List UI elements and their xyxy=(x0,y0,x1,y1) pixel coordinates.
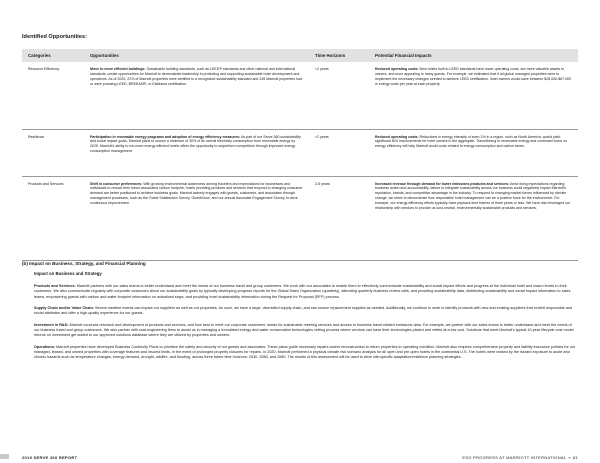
paragraph-text: Marriott conducts research and development of products and services, and how best to meet our corporate customers' needs for sustainable meeting services and access to business travel-related emissions data. For example, we partner with our sales teams to better understand and meet the needs of our business travel and group customers. We also partner with cost-engineering firms to assist us in managing a formalized energy and water conservation technologies vetting process where vendors can have their technologies piloted and vetted at a low cost. Solutions that meet Marriott's typical 10-year lifecycle cost model returns on investment get added to our approved solutions database where they are utilized by properties and owners. xyxy=(34,322,574,338)
impact-text: New hotels built to LEED standards have lower operating costs, are more valuable assets to owners, and more appealing to many guests. For example, we estimated that if all global managed properties were to implement the necessary changes needed to achieve LEED certification, hotel owners would save between $28,000-$67,000 in energy costs per year at each property. xyxy=(375,67,571,86)
opportunity-title: Shift in consumer preferences: xyxy=(90,181,143,186)
impact-cell xyxy=(369,62,578,129)
opportunity-cell xyxy=(84,62,309,129)
opportunity-cell xyxy=(84,129,309,176)
paragraph-title: Investment in R&D: xyxy=(34,322,69,327)
footer-section-title: ESG PROGRESS AT MARRIOTT INTERNATIONAL xyxy=(462,455,567,460)
paragraph-text: Severe weather events can impact our suppliers as well as our properties. As such, we have a large, diversified supply chain, and can source replacement supplies as needed. Additionally, we continue to seek to identify products with new and existing suppliers that exhibit responsible and social attributes and offer a high-quality experience for our guests. xyxy=(34,306,573,316)
paragraph-title: Operations: xyxy=(34,344,56,349)
opportunity-title: Move to more efficient buildings: xyxy=(90,67,146,71)
opportunity-text: With growing environmental awareness among travelers and expectations for businesses and individuals to reduce their travel-associated carbon footprint, hotels providing products and services that respond to changing consumer demand are better positioned to achieve business goals. Marriott actively engages with guests, customers, and associates through management processes, such as the Guest Satisfaction Survey, GuestVoice, and our annual Associate Engagement Survey, to drive continuous improvement. xyxy=(90,181,303,205)
category-cell: Resource Efficiency xyxy=(22,62,84,129)
impact-section-header: (b) Impact on Business, Strategy, and Financial Planning xyxy=(22,261,146,266)
time-horizon-cell: 2-5 years xyxy=(309,176,369,260)
paragraph-investment-rd xyxy=(34,323,578,339)
paragraph-title: Products and Services: xyxy=(34,284,76,288)
opportunity-title: Participation in renewable energy programs and adoption of energy efficiency measures: xyxy=(90,134,241,139)
opportunity-text: Sustainable building standards, such as LEED® standards and other national and international standards, create opportunities for Marriott to demonstrate leadership in protecting and supporting sustainable hotel development and operations. As of 2020, 22% of Marriott properties were certified to a recognized sustainability standard and 245 Marriott properties had or were pursuing LEED, BREEAM®, or Estidama certification. xyxy=(90,67,302,86)
paragraph-products-services xyxy=(34,284,578,300)
impact-text: Reductions in energy intensity of even 1% in a region, such as North America, would yield significant NOI improvements for hotel owners in the aggregate. Transitioning to renewable energy and continued focus on energy efficiency will help Marriott avoid costs related to energy consumption and carbon taxes. xyxy=(375,134,568,149)
opportunities-table xyxy=(22,49,578,261)
table-row xyxy=(22,176,578,260)
footer-report-title: 2019 SERVE 360 REPORT xyxy=(22,455,78,460)
table-row xyxy=(22,62,578,129)
impact-subheader: Impact on Business and Strategy xyxy=(34,271,102,276)
table-header-row xyxy=(22,49,578,62)
paragraph-text: Marriott partners with our sales teams to better understand and meet the needs of our business travel and group customers. We work with our associates to enable them to effectively communicate sustainability and social impact efforts and progress at the individual hotel and macro levels to their customers. We also communicate regularly with corporate customers about our sustainability goals by typically developing progress reports for the Global Sales Organization (quarterly), attending quarterly business review calls, and providing sustainability data, distributing sustainability and social impact information to sales teams, empowering guests with carbon and water footprint information on actualized stays, and providing hotel sustainability information during the Request for Proposal (RFP) process. xyxy=(34,284,571,299)
paragraph-title: Supply Chain and/or Value Chain: xyxy=(34,306,95,311)
impact-cell xyxy=(369,129,578,176)
column-header-time-horizons: Time Horizons xyxy=(309,49,369,62)
impact-title: Increased revenue through demand for lower emissions products and services: xyxy=(375,181,510,186)
page-number: 81 xyxy=(572,455,578,460)
time-horizon-cell: <2 years xyxy=(309,62,369,129)
footer-separator: « xyxy=(568,455,571,460)
impact-title: Reduced operating costs: xyxy=(375,67,419,71)
category-cell: Products and Services xyxy=(22,176,84,260)
category-cell: Resilience xyxy=(22,129,84,176)
time-horizon-cell: <2 years xyxy=(309,129,369,176)
column-header-financial-impacts: Potential Financial Impacts xyxy=(369,49,578,62)
impact-cell xyxy=(369,176,578,260)
column-header-opportunities: Opportunities xyxy=(84,49,309,62)
impact-section xyxy=(22,261,578,367)
impact-title: Reduced operating costs: xyxy=(375,134,419,139)
paragraph-text: Marriott properties have developed Business Continuity Plans to prioritize the safety and security of our guests and associates. These plans guide necessary repairs and/or reconstruction to return properties to operating condition. Marriott also requires comprehensive property and liability insurance policies for our managed, leased, and owned properties with coverage features and insured limits, in the event of prolonged property closures for repairs. In 2020, Marriott performed a physical climate risk scenario analysis for all open and pre-open hotels in the continental U.S. The hotels were ranked by the hazard exposure to acute and chronic hazards such as temperature changes, energy demand, drought, wildfire, and flooding, across three future time horizons: 2030, 2050, and 2080. The results of this assessment will be used to drive site-specific adaptation/resilience planning strategies. xyxy=(34,344,576,360)
paragraph-operations xyxy=(34,345,578,361)
footer-section-info xyxy=(462,455,578,460)
table-row xyxy=(22,129,578,176)
opportunity-text: As part of our Serve 360 sustainability and social impact goals, Marriott plans to source a minimum of 30% of its overall electricity consumption from renewable energy by 2025. Marriott's ability to run more energy-efficient hotels offers the opportunity to outperform competitors through improved energy consumption management. xyxy=(90,134,301,154)
opportunity-cell xyxy=(84,176,309,260)
footer-accent-bar xyxy=(0,454,9,459)
paragraph-supply-chain xyxy=(34,306,578,317)
page-footer xyxy=(0,443,600,463)
impact-text: Amid rising expectations regarding business action and accountability, failure to integrate sustainability across our business could negatively impact Marriott's reputation, brands, and competitive advantage in the industry. To respond to changing market forces influenced by climate change, we strive to demonstrate how responsible hotel management can be a positive force for the environment. For example, our energy-efficiency efforts typically have payback time frames of three years or less. We have also leveraged our relationship with vendors to provide us cost-neutral, environmentally sustainable products and services. xyxy=(375,181,571,210)
column-header-categories: Categories xyxy=(22,49,84,62)
section-title: Identified Opportunities: xyxy=(22,34,87,40)
